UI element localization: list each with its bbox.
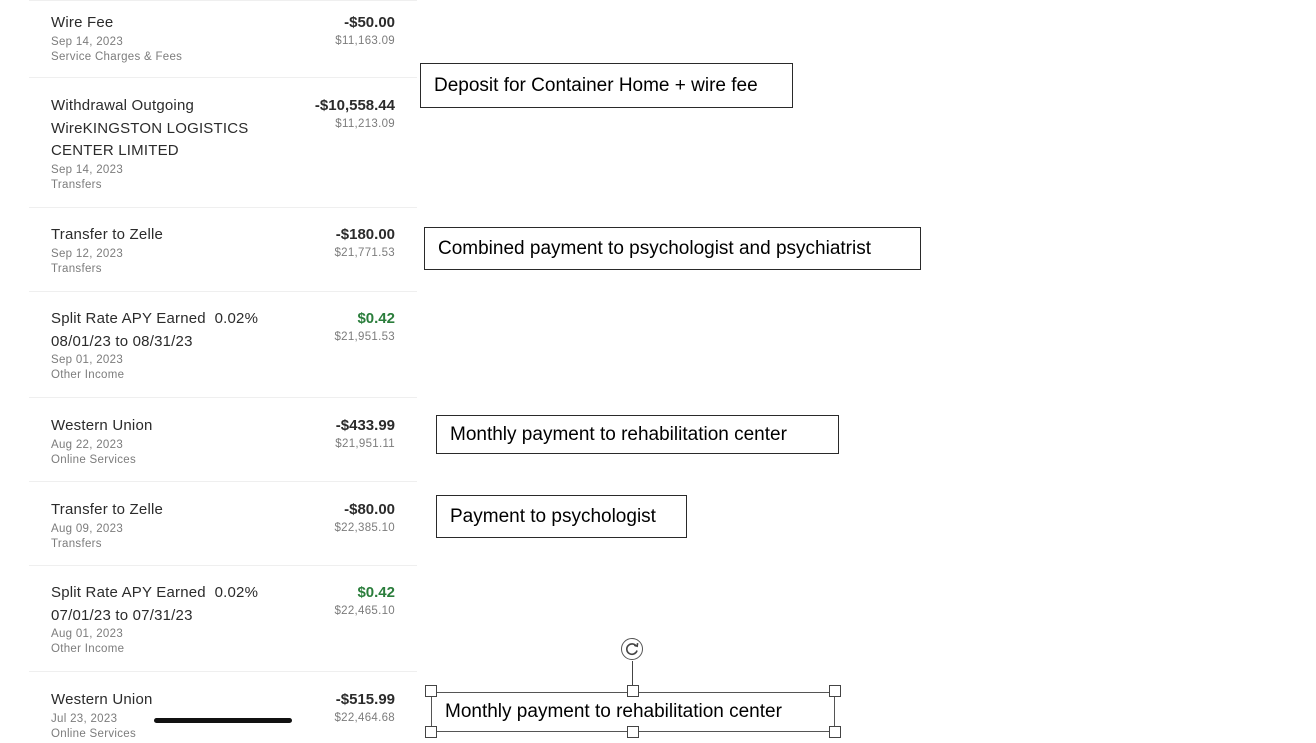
transaction-row[interactable] [29, 77, 417, 208]
rotate-icon[interactable] [621, 638, 643, 660]
transaction-title: Split Rate APY Earned 0.02% [51, 310, 259, 327]
transaction-amount: -$515.99 [335, 691, 395, 708]
transaction-row[interactable] [29, 291, 417, 398]
transaction-category: Transfers [51, 178, 102, 191]
annotation-text: Payment to psychologist [450, 505, 656, 527]
annotation-box[interactable] [436, 495, 687, 538]
transaction-row[interactable] [29, 207, 417, 292]
annotation-box[interactable] [420, 63, 793, 108]
transaction-date: Sep 14, 2023 [51, 163, 124, 176]
transaction-title: 08/01/23 to 08/31/23 [51, 332, 193, 350]
transaction-balance: $22,385.10 [334, 522, 395, 534]
annotation-text: Deposit for Container Home + wire fee [434, 74, 758, 96]
transaction-row[interactable] [29, 481, 417, 566]
annotation-box[interactable] [436, 415, 839, 454]
resize-handle-bottom-left[interactable] [425, 726, 437, 738]
transaction-title: Split Rate APY Earned 0.02% [51, 584, 259, 601]
transaction-title: Wire Fee [51, 14, 114, 31]
home-indicator [154, 718, 292, 723]
annotation-text: Monthly payment to rehabilitation center [450, 423, 787, 445]
transaction-category: Other Income [51, 369, 125, 381]
transaction-row[interactable] [29, 565, 417, 672]
resize-handle-top-left[interactable] [425, 685, 437, 697]
annotation-text: Combined payment to psychologist and psychiatrist [438, 237, 872, 259]
transaction-category: Transfers [51, 262, 102, 275]
transaction-title: Transfer to Zelle [51, 226, 164, 243]
transaction-category: Other Income [51, 643, 125, 655]
transaction-title: CENTER LIMITED [51, 142, 179, 159]
transaction-date: Sep 12, 2023 [51, 247, 124, 260]
transaction-title: WireKINGSTON LOGISTICS [51, 119, 249, 137]
resize-handle-bottom-center[interactable] [627, 726, 639, 738]
transaction-amount: -$80.00 [344, 501, 395, 518]
transaction-row[interactable] [29, 0, 417, 78]
transaction-title: Western Union [51, 691, 153, 708]
transaction-title: Western Union [51, 417, 153, 434]
resize-handle-top-center[interactable] [627, 685, 639, 697]
transaction-category: Service Charges & Fees [51, 50, 183, 63]
transaction-category: Transfers [51, 537, 102, 550]
transaction-date: Aug 22, 2023 [51, 438, 124, 451]
annotation-box[interactable] [424, 227, 921, 270]
transaction-title: Withdrawal Outgoing [51, 97, 195, 114]
transaction-row[interactable] [29, 397, 417, 482]
transaction-date: Aug 09, 2023 [51, 522, 124, 535]
transaction-title: Transfer to Zelle [51, 501, 164, 518]
transaction-date: Sep 14, 2023 [51, 35, 124, 48]
transaction-category: Online Services [51, 453, 137, 466]
transaction-row[interactable] [29, 671, 417, 743]
transaction-amount: -$180.00 [335, 226, 395, 243]
transaction-balance: $21,951.11 [335, 438, 395, 450]
transaction-balance: $22,465.10 [334, 605, 395, 617]
transaction-title: 07/01/23 to 07/31/23 [51, 606, 193, 624]
transaction-category: Online Services [51, 727, 137, 740]
transaction-date: Sep 01, 2023 [51, 354, 124, 366]
transaction-amount: -$50.00 [344, 14, 395, 31]
resize-handle-top-right[interactable] [829, 685, 841, 697]
transaction-date: Jul 23, 2023 [51, 712, 118, 725]
transaction-amount: $0.42 [357, 310, 395, 327]
resize-handle-bottom-right[interactable] [829, 726, 841, 738]
annotation-text: Monthly payment to rehabilitation center [445, 701, 782, 722]
transaction-date: Aug 01, 2023 [51, 628, 124, 640]
transaction-amount: -$10,558.44 [314, 97, 395, 114]
transaction-amount: $0.42 [357, 584, 395, 601]
transaction-balance: $11,163.09 [335, 35, 395, 47]
transaction-balance: $22,464.68 [334, 712, 395, 724]
transaction-balance: $21,771.53 [334, 247, 395, 259]
transaction-balance: $11,213.09 [335, 118, 395, 130]
transaction-amount: -$433.99 [335, 417, 395, 434]
transaction-list [29, 0, 417, 743]
transaction-balance: $21,951.53 [334, 331, 395, 343]
